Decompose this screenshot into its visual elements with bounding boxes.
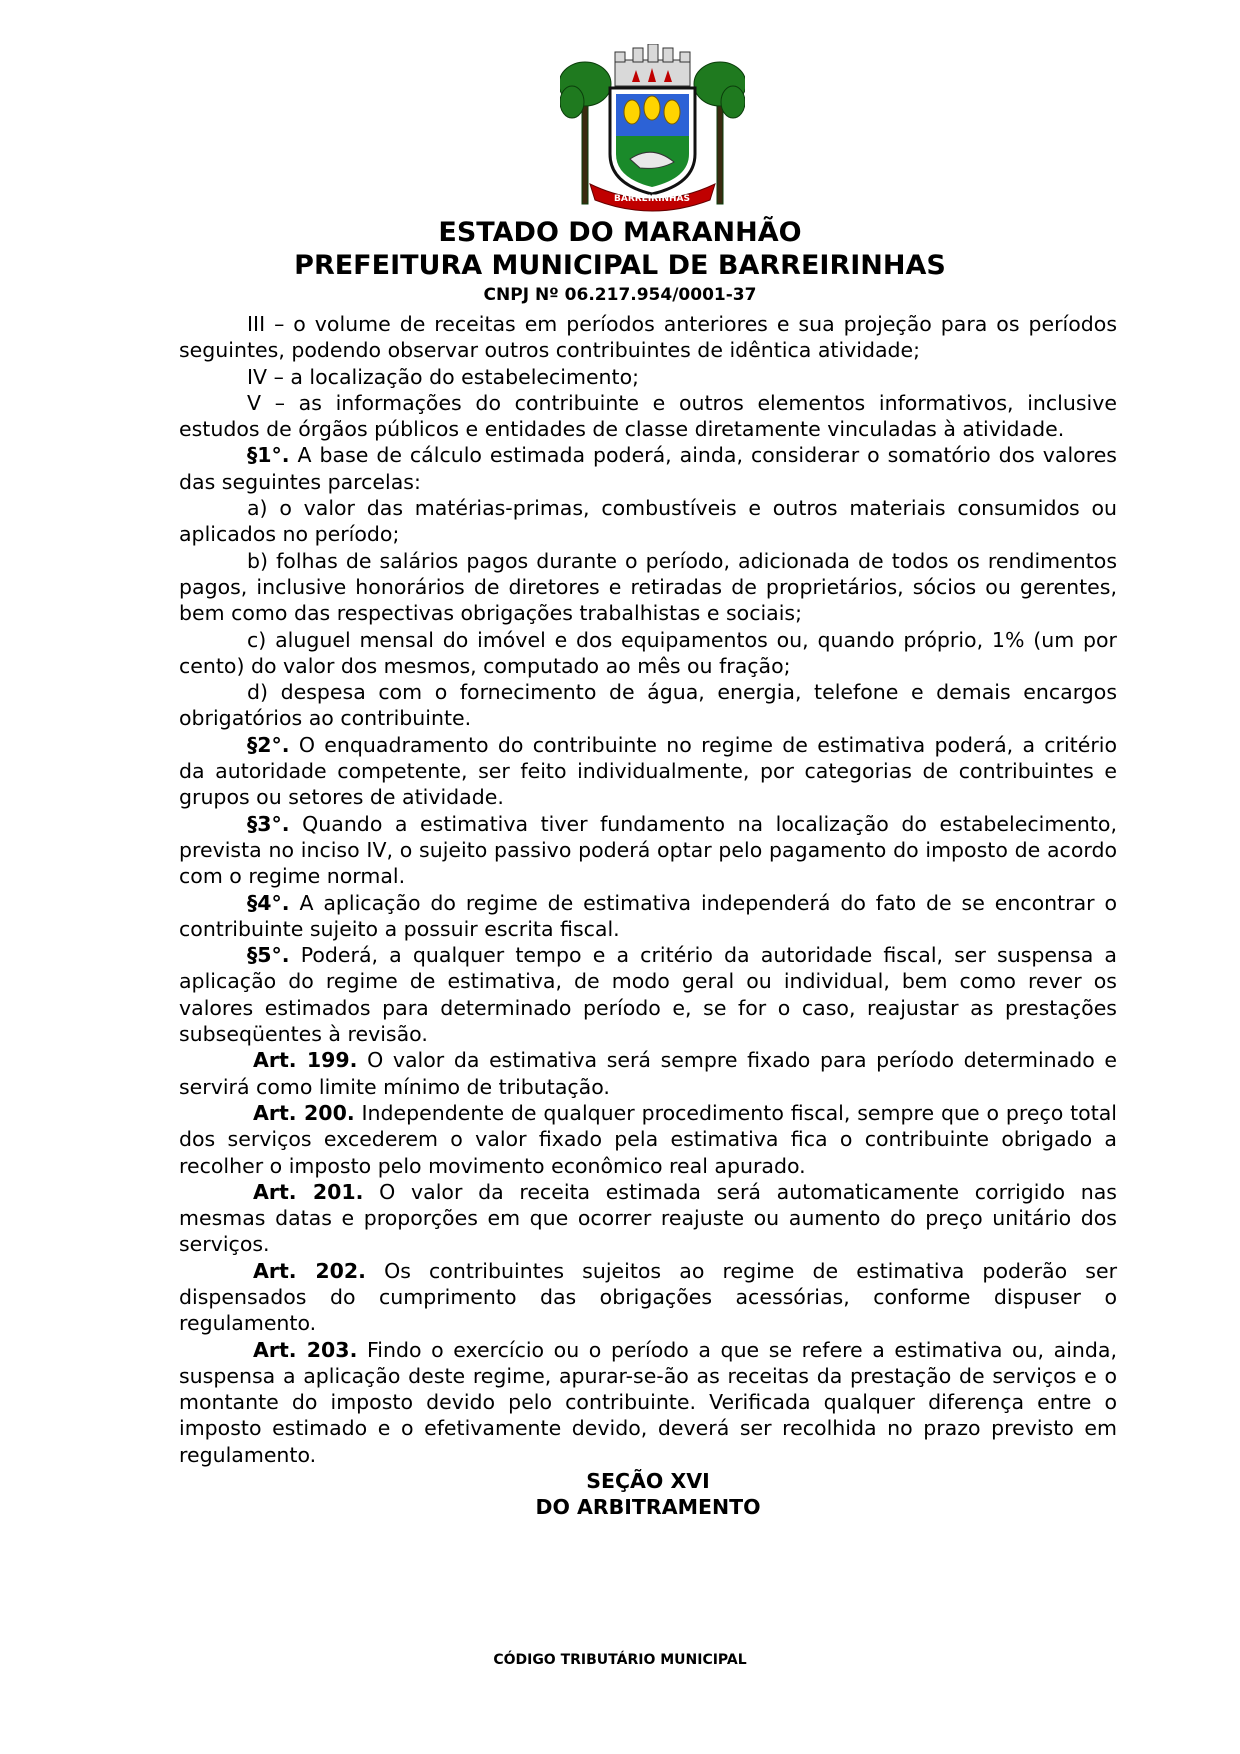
paragraph-text: d) despesa com o fornecimento de água, energia, telefone e demais encargos obrigatórios ao contribuinte.	[179, 680, 1117, 731]
paragraph-item-b	[179, 548, 1117, 627]
paragraph-text: III – o volume de receitas em períodos anteriores e sua projeção para os períodos seguintes, podendo observar outros contribuintes de idêntica atividade;	[179, 312, 1117, 363]
municipal-crest	[560, 44, 745, 214]
paragraph-lead: Art. 200.	[253, 1100, 355, 1125]
section-number: SEÇÃO XVI	[586, 1469, 710, 1494]
paragraph-text: Quando a estimativa tiver fundamento na localização do estabelecimento, prevista no inciso IV, o sujeito passivo poderá optar pelo pagamento do imposto de acordo com o regime normal.	[179, 811, 1117, 889]
paragraph-lead: Art. 199.	[253, 1048, 358, 1073]
paragraph-text: O valor da estimativa será sempre fixado para período determinado e servirá como limite mínimo de tributação.	[179, 1048, 1118, 1099]
paragraph-text: V – as informações do contribuinte e outros elementos informativos, inclusive estudos de órgãos públicos e entidades de classe diretamente vinculadas à atividade.	[179, 390, 1117, 442]
paragraph-par-5	[179, 942, 1117, 1047]
cnpj-line: CNPJ Nº 06.217.954/0001-37	[483, 285, 757, 305]
page-footer: CÓDIGO TRIBUTÁRIO MUNICIPAL	[493, 1652, 747, 1668]
paragraph-lead: §3°.	[247, 811, 290, 836]
paragraph-text: Independente de qualquer procedimento fiscal, sempre que o preço total dos serviços excederem o valor fixado pela estimativa fica o contribuinte obrigado a recolher o imposto pelo movimento econômico real apurado.	[179, 1100, 1118, 1178]
paragraph-art-203	[179, 1337, 1117, 1468]
paragraph-item-a	[179, 495, 1117, 548]
paragraph-par-1	[179, 442, 1117, 495]
paragraph-lead: §2°.	[247, 732, 290, 757]
paragraph-par-2	[179, 732, 1117, 811]
paragraph-text: Findo o exercício ou o período a que se refere a estimativa ou, ainda, suspensa a aplicação deste regime, apurar-se-ão as receitas da prestação de serviços e o montante do imposto devido pelo contribuinte. Verificada qualquer diferença entre o imposto estimado e o efetivamente devido, deverá ser recolhida no prazo previsto em regulamento.	[179, 1337, 1118, 1467]
paragraph-text: a) o valor das matérias-primas, combustíveis e outros materiais consumidos ou aplicados no período;	[179, 496, 1117, 547]
paragraph-lead: Art. 202.	[253, 1258, 366, 1283]
paragraph-text: O enquadramento do contribuinte no regime de estimativa poderá, a critério da autoridade competente, ser feito individualmente, por categorias de contribuintes e grupos ou setores de atividade.	[179, 732, 1117, 810]
document-body	[179, 311, 1117, 1521]
paragraph-lead: §5°.	[247, 943, 290, 968]
paragraph-text: b) folhas de salários pagos durante o período, adicionada de todos os rendimentos pagos, inclusive honorários de diretores e retiradas de proprietários, sócios ou gerentes, bem como das respectivas obrigações trabalhistas e sociais;	[179, 548, 1117, 626]
paragraph-lead: Art. 203.	[253, 1337, 358, 1362]
paragraph-text: Poderá, a qualquer tempo e a critério da autoridade fiscal, ser suspensa a aplicação do regime de estimativa, de modo geral ou individual, bem como rever os valores estimados para determinado período e, se for o caso, reajustar as prestações subseqüentes à revisão.	[179, 943, 1117, 1047]
paragraph-art-201	[179, 1179, 1117, 1258]
paragraph-item-d	[179, 679, 1117, 732]
paragraph-text: c) aluguel mensal do imóvel e dos equipamentos ou, quando próprio, 1% (um por cento) do valor dos mesmos, computado ao mês ou fração;	[179, 627, 1117, 678]
paragraph-art-202	[179, 1258, 1117, 1337]
paragraph-text: O valor da receita estimada será automaticamente corrigido nas mesmas datas e proporções em que ocorrer reajuste ou aumento do preço unitário dos serviços.	[179, 1179, 1117, 1257]
paragraph-art-200	[179, 1100, 1117, 1179]
paragraph-inciso-iii	[179, 311, 1117, 364]
paragraph-lead: §1°.	[247, 443, 290, 468]
paragraph-inciso-iv	[179, 364, 1117, 390]
paragraph-text: A base de cálculo estimada poderá, ainda, considerar o somatório dos valores das seguintes parcelas:	[179, 443, 1117, 494]
paragraph-par-3	[179, 811, 1117, 890]
paragraph-inciso-v	[179, 390, 1117, 443]
paragraph-lead: Art. 201.	[253, 1179, 364, 1204]
paragraph-art-199	[179, 1047, 1117, 1100]
paragraph-text: IV – a localização do estabelecimento;	[247, 364, 640, 389]
paragraph-item-c	[179, 627, 1117, 680]
section-title: DO ARBITRAMENTO	[535, 1495, 761, 1520]
paragraph-text: Os contribuintes sujeitos ao regime de estimativa poderão ser dispensados do cumprimento das obrigações acessórias, conforme dispuser o regulamento.	[179, 1258, 1118, 1336]
crest-ribbon-text: BARREIRINHAS	[614, 194, 690, 204]
paragraph-text: A aplicação do regime de estimativa independerá do fato de se encontrar o contribuinte sujeito a possuir escrita fiscal.	[179, 890, 1117, 941]
paragraph-lead: §4°.	[247, 890, 290, 915]
paragraph-par-4	[179, 890, 1117, 943]
state-heading: ESTADO DO MARANHÃO	[438, 217, 802, 248]
prefecture-heading: PREFEITURA MUNICIPAL DE BARREIRINHAS	[294, 250, 946, 281]
